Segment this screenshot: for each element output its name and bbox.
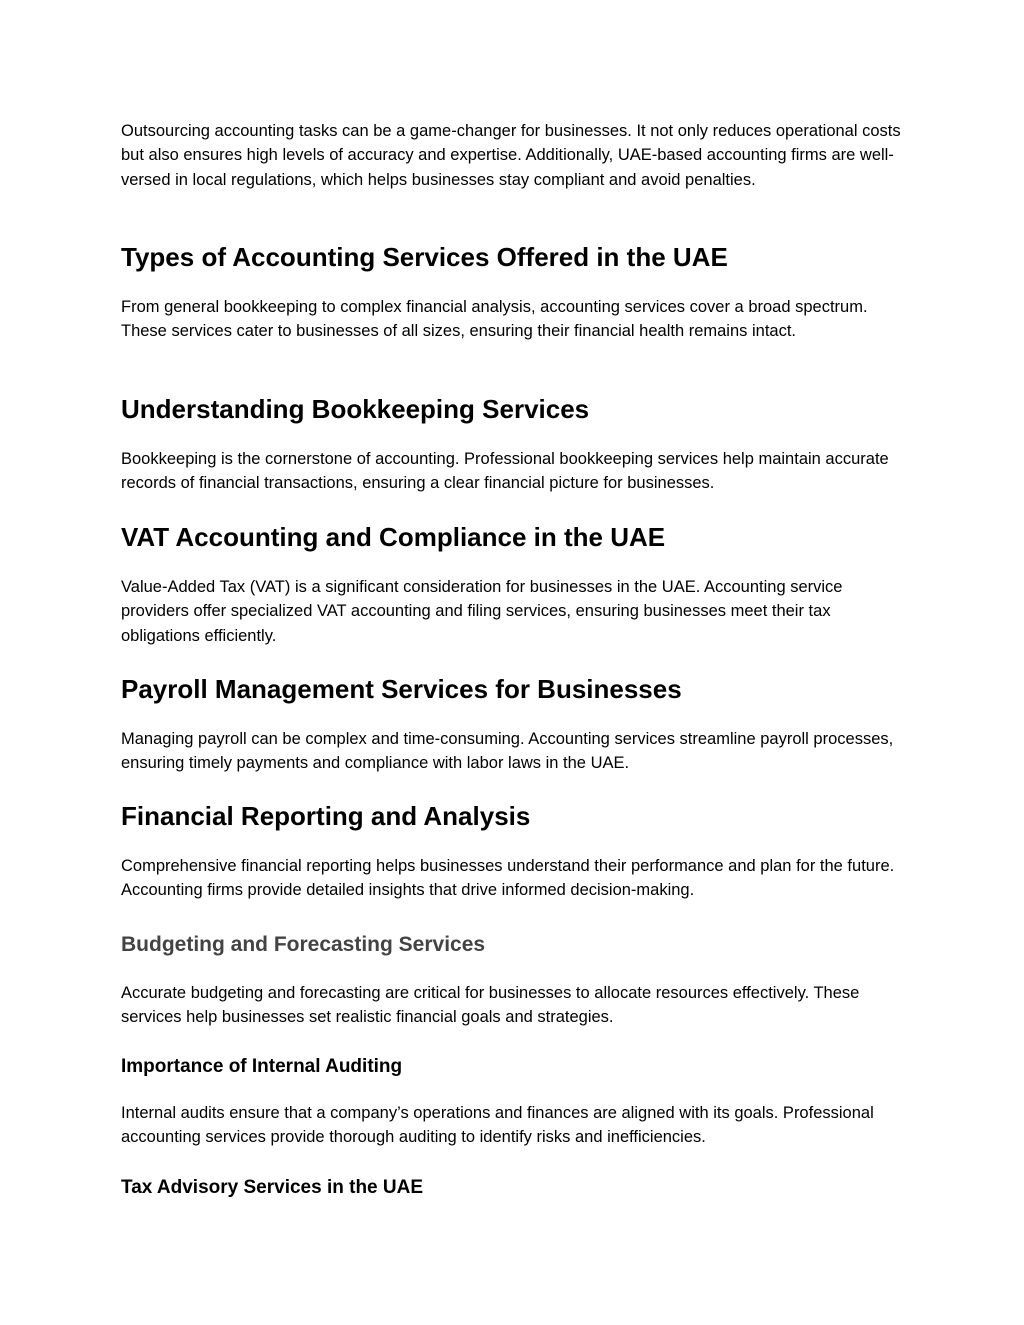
paragraph-internal-auditing: Internal audits ensure that a company’s operations and finances are aligned with its goals. Professional accounting services provide thorough auditing to identify risks and inefficiencies. (121, 1104, 874, 1147)
heading-budgeting-forecasting: Budgeting and Forecasting Services (121, 933, 486, 956)
paragraph-bookkeeping-services: Bookkeeping is the cornerstone of accounting. Professional bookkeeping services help maintain accurate records of financial transactions, ensuring a clear financial picture for businesses. (121, 450, 889, 493)
heading-vat-accounting: VAT Accounting and Compliance in the UAE (121, 522, 666, 552)
paragraph-budgeting-forecasting: Accurate budgeting and forecasting are critical for businesses to allocate resources effectively. These services help businesses set realistic financial goals and strategies. (121, 984, 860, 1027)
intro-paragraph: Outsourcing accounting tasks can be a game-changer for businesses. It not only reduces operational costs but also ensures high levels of accuracy and expertise. Additionally, UAE-based accounting firms are well-versed in local regulations, which helps businesses stay compliant and avoid penalties. (121, 122, 901, 189)
heading-payroll-management: Payroll Management Services for Businesses (121, 674, 682, 704)
heading-bookkeeping-services: Understanding Bookkeeping Services (121, 394, 590, 424)
paragraph-vat-accounting: Value-Added Tax (VAT) is a significant consideration for businesses in the UAE. Accounting service providers offer specialized VAT accounting and filing services, ensuring businesses meet their tax obligations efficiently. (121, 578, 843, 645)
heading-tax-advisory: Tax Advisory Services in the UAE (121, 1177, 424, 1198)
heading-internal-auditing: Importance of Internal Auditing (121, 1056, 403, 1077)
paragraph-financial-reporting: Comprehensive financial reporting helps businesses understand their performance and plan for the future. Accounting firms provide detailed insights that drive informed decision-making. (121, 857, 895, 900)
paragraph-payroll-management: Managing payroll can be complex and time-consuming. Accounting services streamline payroll processes, ensuring timely payments and compliance with labor laws in the UAE. (121, 730, 894, 773)
paragraph-types-of-accounting-services: From general bookkeeping to complex financial analysis, accounting services cover a broad spectrum. These services cater to businesses of all sizes, ensuring their financial health remains intact. (121, 298, 868, 341)
heading-financial-reporting: Financial Reporting and Analysis (121, 801, 531, 831)
heading-types-of-accounting-services: Types of Accounting Services Offered in the UAE (121, 242, 728, 272)
